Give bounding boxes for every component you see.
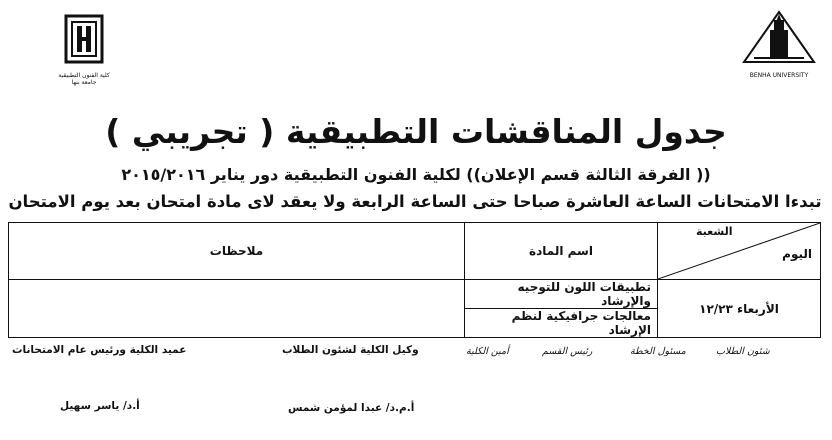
table-header-row [9, 223, 821, 280]
day-cell: الأربعاء ١٢/٢٣ [658, 280, 821, 338]
faculty-logo-caption-1: كلية الفنون التطبيقية [58, 72, 110, 79]
header-day-section-cell [658, 223, 821, 280]
faculty-logo-caption-2: جامعة بنها [71, 79, 97, 86]
exam-notice: تبدءا الامتحانات الساعة العاشرة صباحا حتى الساعة الرابعة ولا يعقد لاى مادة امتحان بعد يوم الامتحان [8, 192, 822, 211]
schedule-table [8, 222, 821, 338]
subject-cell: معالجات جرافيكية لنظم الإرشاد [465, 309, 658, 338]
sig-faculty-secretary: أمين الكلية [466, 346, 509, 357]
header-day-label: اليوم [782, 247, 812, 261]
sig-students-affairs: شئون الطلاب [716, 346, 770, 357]
header-subject: اسم المادة [465, 223, 658, 280]
header-section-label: الشعبة [696, 225, 733, 238]
subject-cell: تطبيقات اللون للتوجيه والإرشاد [465, 280, 658, 309]
header-notes: ملاحظات [9, 223, 465, 280]
faculty-logo [56, 14, 112, 84]
vice-dean-name: أ.م.د/ عبدا لمؤمن شمس [288, 402, 415, 414]
document-subtitle: (( الفرقة الثالثة قسم الإعلان)) لكلية الفنون التطبيقية دور يناير ٢٠١٥/٢٠١٦ [121, 165, 711, 184]
sig-plan-officer: مسئول الخطة [630, 346, 686, 357]
dean-name: أ.د/ ياسر سهيل [60, 400, 140, 412]
notes-cell [9, 280, 465, 338]
university-logo-caption: BENHA UNIVERSITY [749, 72, 809, 79]
university-logo [740, 8, 818, 78]
sig-dean: عميد الكلية ورئيس عام الامتحانات [12, 344, 187, 356]
sig-vice-dean: وكيل الكلية لشئون الطلاب [282, 344, 419, 356]
sig-dept-head: رئيس القسم [542, 346, 593, 357]
table-row [9, 280, 821, 309]
document-title: جدول المناقشات التطبيقية ( تجريبي ) [105, 112, 727, 151]
